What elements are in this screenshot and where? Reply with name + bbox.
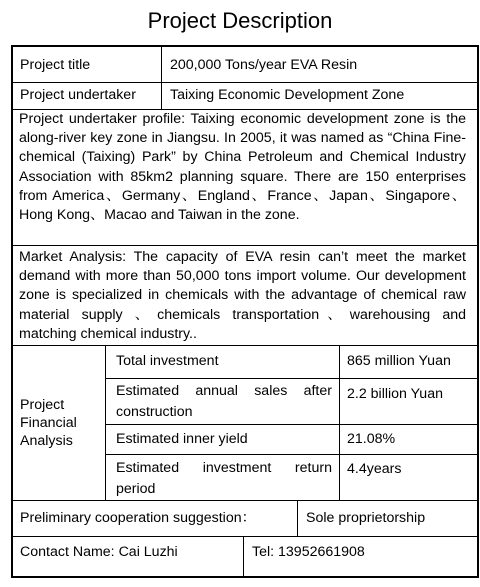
annual-sales-value: 2.2 billion Yuan <box>347 386 443 402</box>
page-title: Project Description <box>147 8 333 33</box>
total-investment-value: 865 million Yuan <box>347 353 451 369</box>
cooperation-label: Preliminary cooperation suggestion： <box>20 510 256 526</box>
market-analysis: Market Analysis: The capacity of EVA resin can’t meet the market demand with more than 50,000 tons import volume. Our development zone is specialized in chemicals with the advantage of chemical raw material supply 、chemicals transportation、warehousing and matching chemical industry.. <box>19 249 466 342</box>
row-divider <box>13 500 477 501</box>
row-divider <box>13 245 477 246</box>
project-title-label: Project title <box>20 57 91 73</box>
undertaker-value: Taixing Economic Development Zone <box>170 87 405 103</box>
project-title-value: 200,000 Tons/year EVA Resin <box>170 57 358 73</box>
column-divider <box>161 47 162 109</box>
row-divider <box>106 454 477 455</box>
return-period-label: period <box>116 481 156 497</box>
financial-label-line: Financial <box>20 415 77 431</box>
return-period-label: Estimated investment return <box>116 460 332 476</box>
total-investment-label: Total investment <box>116 353 219 369</box>
undertaker-label: Project undertaker <box>20 87 136 103</box>
column-divider <box>339 345 340 500</box>
row-divider <box>106 424 477 425</box>
return-period-value: 4.4years <box>347 461 402 477</box>
column-divider <box>243 536 244 576</box>
column-divider <box>105 345 106 500</box>
contact-tel: Tel: 13952661908 <box>252 544 365 560</box>
cooperation-value: Sole proprietorship <box>306 510 426 526</box>
inner-yield-value: 21.08% <box>347 431 396 447</box>
financial-label-line: Project <box>20 397 65 413</box>
column-divider <box>297 500 298 536</box>
annual-sales-label: Estimated annual sales after <box>116 383 332 399</box>
inner-yield-label: Estimated inner yield <box>116 431 248 447</box>
row-divider <box>106 378 477 379</box>
financial-label-line: Analysis <box>20 433 73 449</box>
contact-name: Contact Name: Cai Luzhi <box>20 544 178 560</box>
undertaker-profile: Project undertaker profile: Taixing economic development zone is the along-river key zone in Jiangsu. In 2005, it was named as “China Fine-chemical (Taixing) Park” by China Petroleum and Chemical Industry Association with 85km2 planning square. There are 150 enterprises from America、Germany、England、France、Japan、Singapore、Hong Kong、Macao and Taiwan in the zone. <box>19 111 466 224</box>
annual-sales-label: construction <box>116 404 193 420</box>
row-divider <box>13 536 477 537</box>
row-divider <box>13 345 477 346</box>
row-divider <box>13 82 477 83</box>
